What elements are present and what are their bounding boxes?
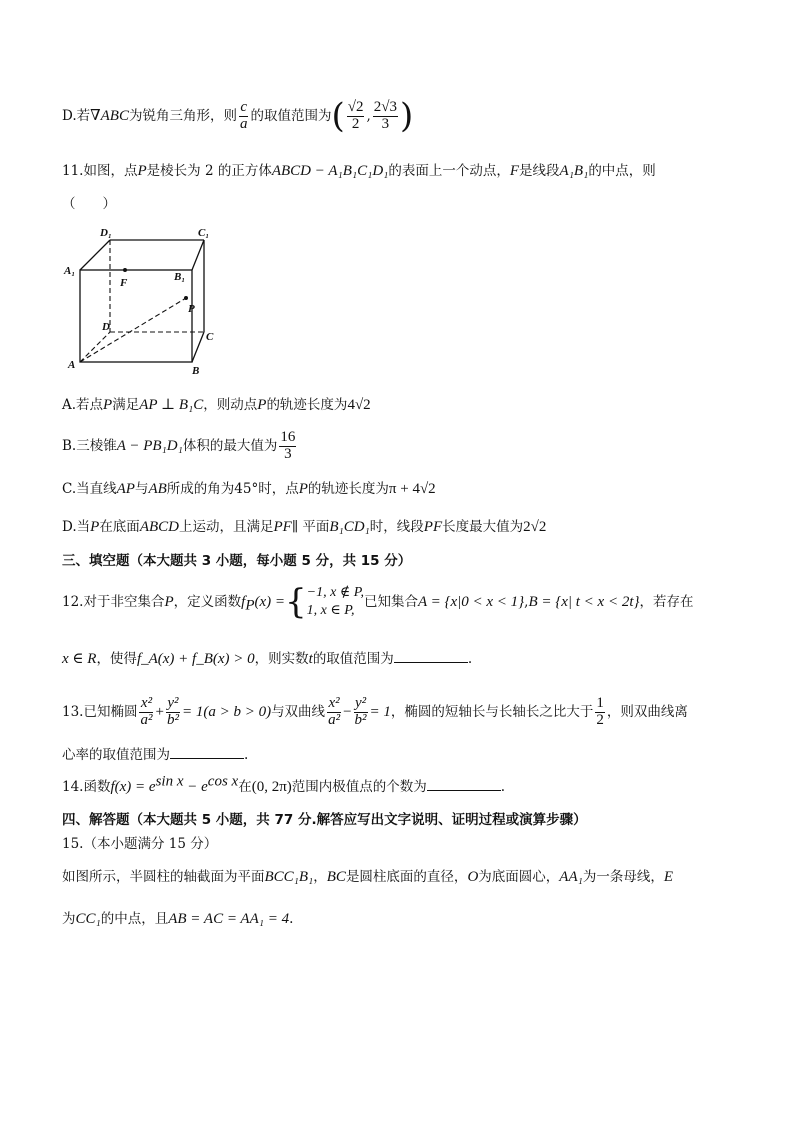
- fraction-y2-over-b2-hyperbola: $\frac{\text{y²}}{\text{b²}}$: [354, 695, 367, 728]
- point-p: [184, 296, 188, 300]
- label-a1: A₁: [64, 265, 76, 277]
- q13-line-2: 心率的取值范围为 .: [62, 747, 249, 763]
- q12-line-2: x ∈ R，使得f_A(x) + f_B(x) > 0，则实数t的取值范围为 .: [62, 651, 473, 667]
- q11-stem: 11.如图，点P是棱长为 2 的正方体ABCD − A₁B₁C₁D₁的表面上一个动点，F是线段A₁B₁的中点，则: [62, 163, 656, 179]
- label-a: A: [68, 359, 76, 371]
- label-c1: C₁: [198, 227, 210, 239]
- label-d1: D₁: [100, 227, 112, 239]
- piecewise-cases: −1, x ∉ P, 1, x ∈ P,: [306, 585, 364, 619]
- section-4-title: 四、解答题（本大题共 5 小题，共 77 分.解答应写出文字说明、证明过程或演算步骤）: [62, 812, 587, 828]
- q11-option-b: B.三棱锥A − PB₁D₁体积的最大值为 $\frac{16}{3}$: [62, 429, 296, 462]
- label-f: F: [120, 277, 128, 289]
- answer-blank-13[interactable]: [170, 746, 244, 759]
- label-b1: B₁: [174, 271, 186, 283]
- label-b: B: [192, 365, 200, 377]
- segment-a-p: [80, 298, 186, 362]
- answer-blank-12[interactable]: [394, 650, 468, 663]
- q10-option-d: D.若∇ABC为锐角三角形，则 $\frac{c}{a}$ 的取值范围为( $\frac{√2}{2}$ , $\frac{2√3}{3}$ ): [62, 96, 414, 136]
- fraction-one-half: $\frac{1}{2}$: [596, 695, 604, 728]
- fraction-root2-over-2: $\frac{√2}{2}$: [347, 99, 364, 132]
- section-3-title: 三、填空题（本大题共 3 小题，每小题 5 分，共 15 分）: [62, 553, 412, 569]
- q11-option-c: C.当直线AP与AB所成的角为45°时，点P的轨迹长度为π + 4√2: [62, 481, 436, 497]
- label-d: D: [102, 321, 110, 333]
- q12-line-1: 12.对于非空集合P，定义函数$f_P(x)$ ={ −1, x ∉ P, 1, x ∈ P, 已知集合A = {x|0 < x < 1},B = {x| t < x < 2t}，若存在: [62, 582, 694, 622]
- q15-line-2: 为CC₁的中点，且AB = AC = AA₁ = 4.: [62, 911, 294, 927]
- label-c: C: [206, 331, 214, 343]
- q13-line-1: 13.已知椭圆 $\frac{\text{x²}}{\text{a²}}$ + $\frac{\text{y²}}{\text{b²}}$ = 1(a > b > 0)与双曲线 $\frac{\text{x²}}{\text{a²}}$ − $\frac{\text{y²}}{\text{b²}}$ = 1，椭圆的短轴长与长轴长之比大于 $\frac{1}{2}$ ，则双曲线离: [62, 695, 688, 728]
- cube-front-face: [80, 270, 192, 362]
- fraction-2root3-over-3: $\frac{2√3}{3}$: [373, 99, 397, 132]
- q11-paren: （ ）: [62, 196, 116, 212]
- edge-b-c: [192, 332, 204, 362]
- q14-line: 14.函数$f(x) = e^{sin x} - e^{cos x}$在(0, 2π)范围内极值点的个数为 .: [62, 773, 506, 795]
- answer-blank-14[interactable]: [427, 778, 501, 791]
- point-f: [123, 268, 127, 272]
- q11-option-d: D.当P在底面ABCD上运动，且满足PF∥ 平面B₁CD₁时，线段PF长度最大值为2√2: [62, 519, 547, 535]
- q15-line-1: 如图所示，半圆柱的轴截面为平面BCC₁B₁，BC是圆柱底面的直径，O为底面圆心，AA₁为一条母线，E: [62, 869, 673, 885]
- fraction-y2-over-b2: $\frac{\text{y²}}{\text{b²}}$: [166, 695, 179, 728]
- hidden-edge-a-d: [80, 332, 110, 362]
- q15-header: 15.（本小题满分 15 分）: [62, 836, 218, 852]
- label-p: P: [188, 303, 195, 315]
- edge-b1-c1: [192, 240, 204, 270]
- fraction-16-over-3: $\frac{16}{3}$: [280, 429, 296, 462]
- fraction-x2-over-a2-hyperbola: $\frac{\text{x²}}{\text{a²}}$: [328, 695, 341, 728]
- cube-figure: [62, 222, 222, 378]
- fraction-x2-over-a2: $\frac{\text{x²}}{\text{a²}}$: [140, 695, 153, 728]
- fraction-c-over-a: $\frac{c}{a}$: [239, 99, 248, 132]
- edge-a1-d1: [80, 240, 110, 270]
- q11-option-a: A.若点P满足AP ⊥ B₁C，则动点P的轨迹长度为4√2: [62, 397, 371, 413]
